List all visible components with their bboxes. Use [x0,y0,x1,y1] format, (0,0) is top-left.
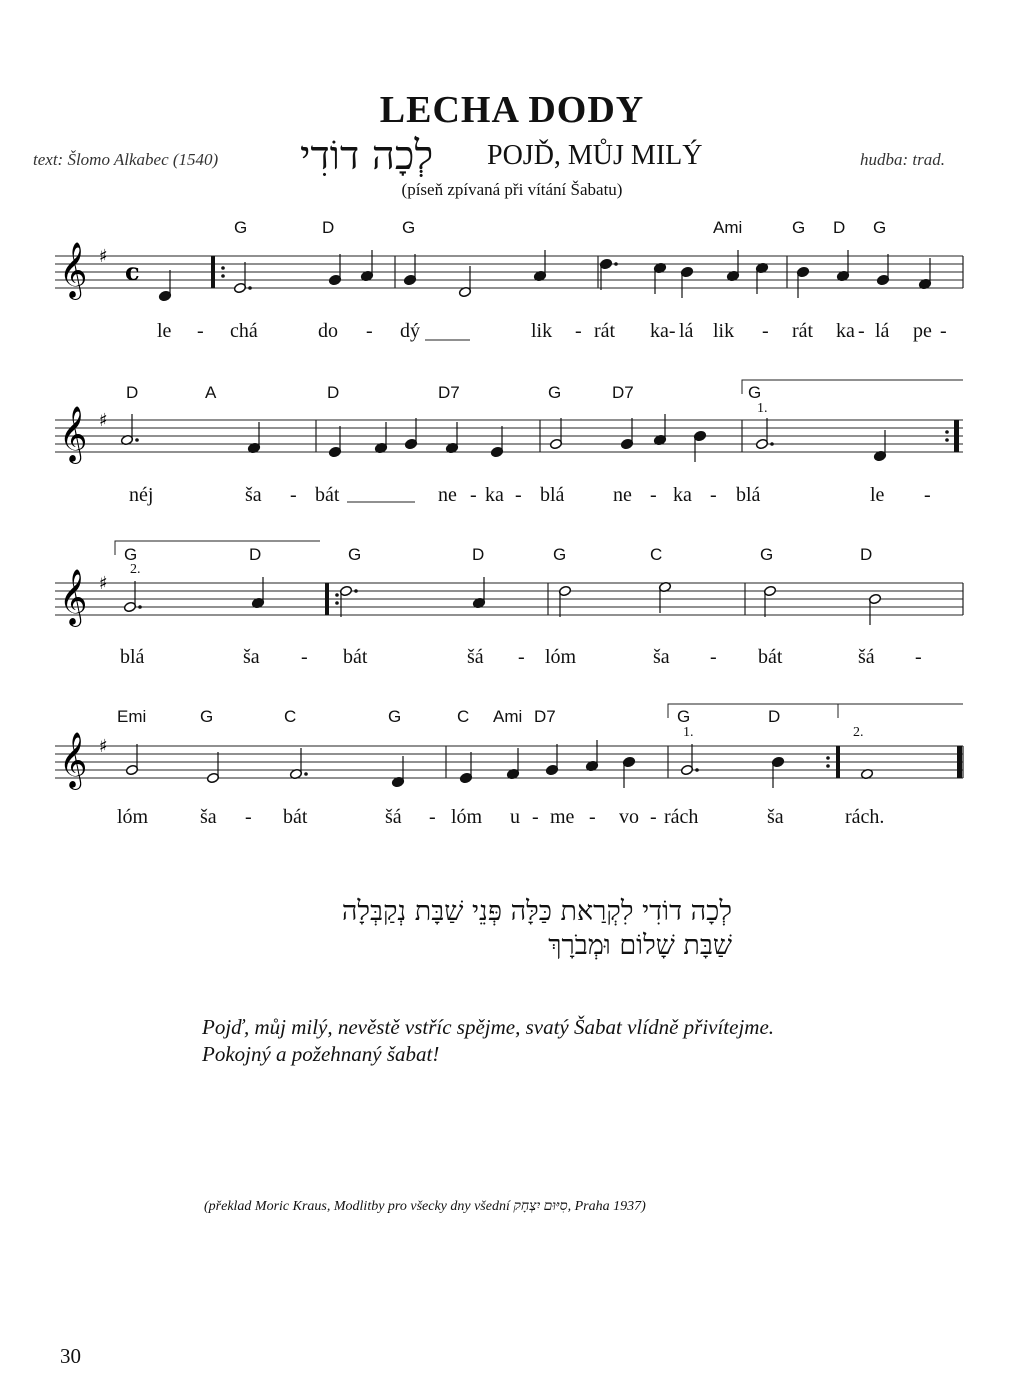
chord: G [348,545,362,564]
hebrew-title: לְכָה דוֹדִי [300,133,434,179]
lyric: - [710,484,717,506]
repeat-dot [826,764,830,768]
chord: G [234,218,248,237]
chord: Emi [117,707,147,726]
lyric: ša [767,806,784,828]
translation-source-note: (překlad Moric Kraus, Modlitby pro všecky dny všední סִיּוּם יִצְחָק, Praha 1937) [204,1199,646,1214]
translation-line-2: Pokojný a požehnaný šabat! [202,1042,440,1066]
lyric: lá [875,320,890,342]
lyric: rách [664,806,699,828]
chord: D [768,707,781,726]
lyric: rách. [845,806,885,828]
chord: D [126,383,139,402]
thick-bar-line [325,583,329,615]
lyric: ka- [650,320,676,342]
lyric: bát [343,646,368,668]
dot [614,262,618,266]
final-bar-line [957,746,962,778]
treble-clef-icon: 𝄞 [59,732,88,788]
lyric: - [429,806,436,828]
sharp-icon: ♯ [99,736,108,757]
lyric: lá [679,320,694,342]
chord: C [284,707,297,726]
lyric: dý [400,320,420,342]
repeat-dot [221,274,225,278]
lyric: blá [540,484,565,506]
translation-line-1: Pojď, můj milý, nevěstě vstříc spějme, svatý Šabat vlídně přivítejme. [202,1015,775,1039]
lyric: - [366,320,373,342]
lyric: - [650,484,657,506]
chord: C [457,707,470,726]
lyric: - [650,806,657,828]
lyric: rát [594,320,616,342]
dot [135,438,139,442]
chord: G [748,383,762,402]
sharp-icon: ♯ [99,246,108,267]
lyric: lóm [545,646,577,668]
lyric: blá [736,484,761,506]
volta-bracket [115,541,320,555]
dot [248,286,252,290]
volta-1-label: 1. [683,725,694,740]
volta-bracket [742,380,963,394]
chord: D7 [612,383,634,402]
lyric: šá [467,646,484,668]
lyric: ša [243,646,260,668]
chord: G [200,707,214,726]
lyric: - [710,646,717,668]
lyric: u [510,806,520,828]
chord: D [860,545,873,564]
repeat-dot [335,593,339,597]
lyric: ne [613,484,632,506]
lyric: - [532,806,539,828]
dot [304,772,308,776]
subtitle-note: (píseň zpívaná při vítání Šabatu) [401,180,623,199]
chord: D [472,545,485,564]
lyric: lik [713,320,735,342]
lyric: - [575,320,582,342]
lyric: - [762,320,769,342]
lyric: ka [836,320,855,342]
chord: G [548,383,562,402]
lyric: - [515,484,522,506]
dot [138,605,142,609]
lyric: lóm [451,806,483,828]
lyric: - [858,320,865,342]
lyric: - [197,320,204,342]
chord: D [327,383,340,402]
dot [770,442,774,446]
czech-title: POJĎ, MŮJ MILÝ [487,140,703,171]
chord: G [402,218,416,237]
sharp-icon: ♯ [99,410,108,431]
volta-bracket [668,704,838,718]
chord: C [650,545,663,564]
chord: G [388,707,402,726]
chord: D7 [534,707,556,726]
chord: D [833,218,846,237]
lyric: le [870,484,885,506]
lyric: ka [673,484,692,506]
volta-1-label: 1. [757,401,768,416]
repeat-dot [826,756,830,760]
thick-bar-line [836,746,840,778]
thick-bar-line [211,256,215,288]
volta-2-label: 2. [130,562,141,577]
treble-clef-icon: 𝄞 [59,569,88,625]
repeat-dot [945,438,949,442]
lyric: - [915,646,922,668]
lyric: rát [792,320,814,342]
chord: G [124,545,138,564]
lyric: néj [129,484,154,506]
hebrew-text-line-2: שַׁבָּת שָׁלוֹם וּמְבֹרָךְ [548,930,732,961]
volta-2-label: 2. [853,725,864,740]
lyric: - [924,484,931,506]
repeat-dot [945,430,949,434]
common-time-icon: c [125,257,140,286]
chord: G [760,545,774,564]
dot [354,589,358,593]
lyric: chá [230,320,258,342]
dot [695,768,699,772]
lyric: blá [120,646,145,668]
chord: D [322,218,335,237]
lyric: ša [200,806,217,828]
chord: D [249,545,262,564]
lyric: - [290,484,297,506]
chord: Ami [493,707,523,726]
lyric: pe [913,320,932,342]
lyric: vo [619,806,639,828]
lyric: - [470,484,477,506]
lyric: ne [438,484,457,506]
lyric: bát [758,646,783,668]
hebrew-text-line-1: לְכָה דוֹדִי לִקְרַאת כַּלָּה פְּנֵי שַׁבָּת נְקַבְּלָה [341,896,732,927]
lyric: lik [531,320,553,342]
song-title: LECHA DODY [379,89,645,131]
lyric: - [518,646,525,668]
page-number: 30 [60,1344,81,1368]
lyric: - [301,646,308,668]
chord: G [677,707,691,726]
sharp-icon: ♯ [99,573,108,594]
lyric: do [318,320,338,342]
treble-clef-icon: 𝄞 [59,242,88,298]
repeat-dot [335,601,339,605]
lyric: šá [858,646,875,668]
lyric: - [589,806,596,828]
lyric: bát [283,806,308,828]
volta-bracket [838,704,963,718]
lyric: le [157,320,172,342]
chord: A [205,383,217,402]
chord: D7 [438,383,460,402]
chord: G [792,218,806,237]
lyrics-credit: text: Šlomo Alkabec (1540) [33,150,219,169]
lyric: ka [485,484,504,506]
lyric: ša [245,484,262,506]
chord: G [553,545,567,564]
chord: G [873,218,887,237]
treble-clef-icon: 𝄞 [59,406,88,462]
lyric: me [550,806,575,828]
lyric: - [245,806,252,828]
lyric: bát [315,484,340,506]
repeat-dot [221,266,225,270]
music-credit: hudba: trad. [860,150,945,169]
final-bar-line [954,420,959,452]
chord: Ami [713,218,743,237]
lyric: lóm [117,806,149,828]
lyric: ša [653,646,670,668]
lyric: - [940,320,947,342]
lyric: šá [385,806,402,828]
